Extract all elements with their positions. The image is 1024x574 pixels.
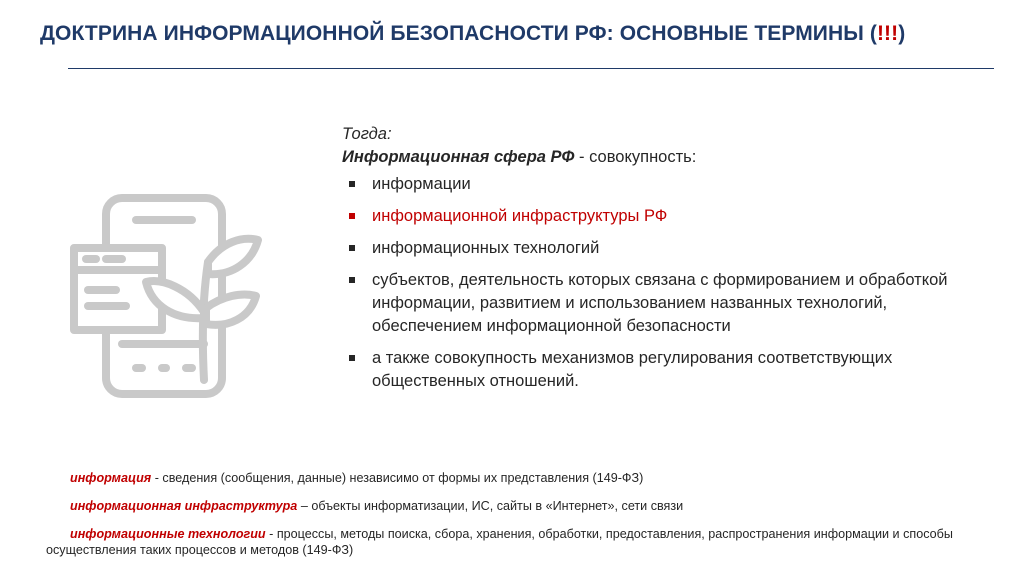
definition-item — [46, 526, 1006, 558]
definition-text: - сведения (сообщения, данные) независимо от формы их представления (149-ФЗ) — [151, 471, 644, 485]
bullet-marker — [349, 277, 355, 283]
definition-term: информационные технологии — [70, 527, 266, 541]
title-divider — [68, 68, 994, 69]
bullet-list — [342, 173, 962, 393]
main-content — [342, 123, 962, 402]
page-title — [40, 22, 1000, 46]
list-item-text: информационных технологий — [372, 239, 600, 257]
title-end: ) — [898, 22, 906, 45]
title-exclamation: !!! — [876, 22, 899, 45]
list-item-text: субъектов, деятельность которых связана с формированием и обработкой информации, развитием и использованием названных технологий, обеспечением информационной безопасности — [372, 271, 948, 335]
definition-text: - процессы, методы поиска, сбора, хранения, обработки, предоставления, распространения информации и способы осуществления таких процессов и методов (149-ФЗ) — [46, 527, 953, 557]
bullet-marker — [349, 245, 355, 251]
term-rest: - совокупность: — [574, 148, 697, 166]
list-item — [342, 205, 962, 228]
list-item-text: информационной инфраструктуры РФ — [372, 207, 668, 225]
bullet-marker — [349, 355, 355, 361]
phone-document-plant-icon — [62, 192, 262, 402]
definition-term: информационная инфраструктура — [70, 499, 298, 513]
definition-item — [46, 470, 1006, 486]
bullet-marker — [349, 181, 355, 187]
list-item — [342, 173, 962, 196]
list-item-text: информации — [372, 175, 471, 193]
term-line — [342, 146, 962, 169]
definition-term: информация — [70, 471, 152, 485]
definitions — [46, 470, 1006, 570]
list-item — [342, 269, 962, 338]
bullet-marker — [349, 213, 355, 219]
term-name: Информационная сфера РФ — [342, 148, 575, 166]
list-item — [342, 347, 962, 393]
title-text: ДОКТРИНА ИНФОРМАЦИОННОЙ БЕЗОПАСНОСТИ РФ: ОСНОВНЫЕ ТЕРМИНЫ ( — [40, 22, 877, 45]
list-item-text: а также совокупность механизмов регулирования соответствующих общественных отношений. — [372, 349, 893, 390]
definition-text: – объекты информатизации, ИС, сайты в «Интернет», сети связи — [297, 499, 684, 513]
definition-item — [46, 498, 1006, 514]
lead-text: Тогда: — [342, 125, 392, 143]
list-item — [342, 237, 962, 260]
